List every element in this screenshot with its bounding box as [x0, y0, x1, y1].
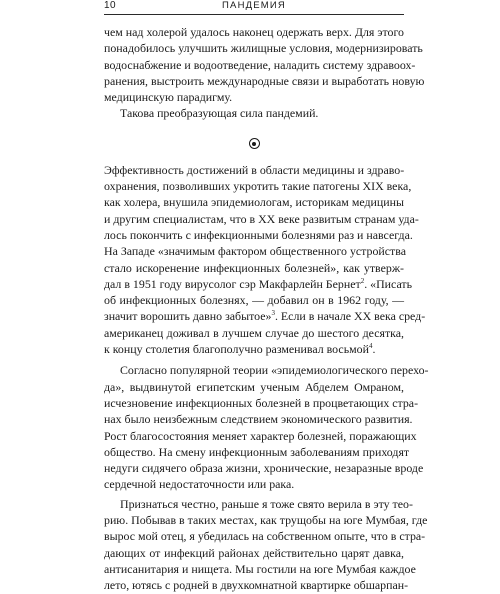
- text-line: ранения, выстроить международные связи и выработать новую: [104, 73, 425, 88]
- text-line: как холера, внушила эпидемиологам, историкам медицины: [104, 195, 404, 210]
- text-line: водоснабжение и водоотведение, наладить систему здравоох-: [104, 57, 416, 72]
- text-line: Такова преобразующая сила пандемий.: [120, 106, 319, 121]
- text-line: общество. На смену инфекционным заболеваниям приходят: [104, 444, 410, 459]
- text-line: об инфекционных болезнях, — добавил он в 1962 году, —: [104, 293, 404, 308]
- paragraph-achievements: [104, 162, 426, 358]
- text-line: сердечной недостаточности или рака.: [104, 477, 295, 492]
- text-line: медицинскую парадигму.: [104, 90, 233, 105]
- text-line: рию. Побывав в таких местах, как трущобы на юге Мумбая, где: [104, 513, 428, 528]
- text-line: вырос мой отец, я убедилась на собственном опыте, что в стра-: [104, 529, 426, 544]
- text-line: охранения, позволивших укротить такие патогены XIX века,: [104, 179, 412, 194]
- text-line: значит ворошить давно забытое»$^3$. Если в начале XX века сред-: [104, 309, 426, 324]
- paragraph-power: [104, 105, 404, 121]
- text-line: антисанитария и нищета. Мы гостили на юге Мумбая каждое: [104, 561, 416, 576]
- text-line: Рост благосостояния меняет характер болезней, поражающих: [104, 428, 417, 443]
- text-line: и другим специалистам, что в XX веке развитым странам уда-: [104, 211, 419, 226]
- ornament-icon: [249, 138, 260, 149]
- text-line: нах было неизбежным следствием экономического развития.: [104, 412, 413, 427]
- text-line: Эффективность достижений в области медицины и здраво-: [104, 162, 405, 177]
- text-line: чем над холерой удалось наконец одержать верх. Для этого: [104, 25, 404, 39]
- page-body: [104, 24, 429, 594]
- footnote-ref: 2: [360, 276, 365, 285]
- footnote-ref: 3: [271, 309, 275, 318]
- text-line: к концу столетия благополучно разменивал восьмой$^4$.: [104, 342, 376, 357]
- paragraph-confession: [104, 496, 428, 594]
- paragraph-omran-theory: [104, 362, 429, 492]
- text-line: дал в 1951 году вирусолог сэр Макфарлейн Бернет$^2$. «Писать: [104, 276, 413, 291]
- text-line: Признаться честно, раньше я тоже свято верила в эту тео-: [120, 496, 413, 511]
- paragraph-cholera: [104, 24, 425, 105]
- running-header: [104, 0, 404, 15]
- text-line: На Западе «значимым фактором общественного устройства: [104, 244, 406, 259]
- text-line: дающих от инфекций районах действительно царят давка,: [104, 545, 404, 560]
- text-line: да», выдвинутой египетским ученым Абделем Омраном,: [104, 379, 404, 394]
- section-break-ornament: [104, 132, 404, 156]
- running-title: ПАНДЕМИЯ: [222, 0, 286, 11]
- text-line: американец доживал в лучшем случае до шестого десятка,: [104, 325, 404, 340]
- text-line: стало искоренение инфекционных болезней», как утверж-: [104, 260, 404, 275]
- footnote-ref: 4: [368, 342, 373, 351]
- text-line: лось покончить с инфекционными болезнями раз и навсегда.: [104, 227, 413, 242]
- text-line: исчезновение инфекционных болезней в процветающих стра-: [104, 395, 419, 410]
- text-line: Согласно популярной теории «эпидемиологического перехо-: [120, 363, 429, 378]
- text-line: недуги сидячего образа жизни, хронические, незаразные вроде: [104, 461, 424, 476]
- text-line: лето, ютясь с родней в двухкомнатной квартирке обшарпан-: [104, 578, 409, 593]
- page-number: 10: [104, 0, 117, 11]
- text-line: понадобилось улучшить жилищные условия, модернизировать: [104, 41, 423, 56]
